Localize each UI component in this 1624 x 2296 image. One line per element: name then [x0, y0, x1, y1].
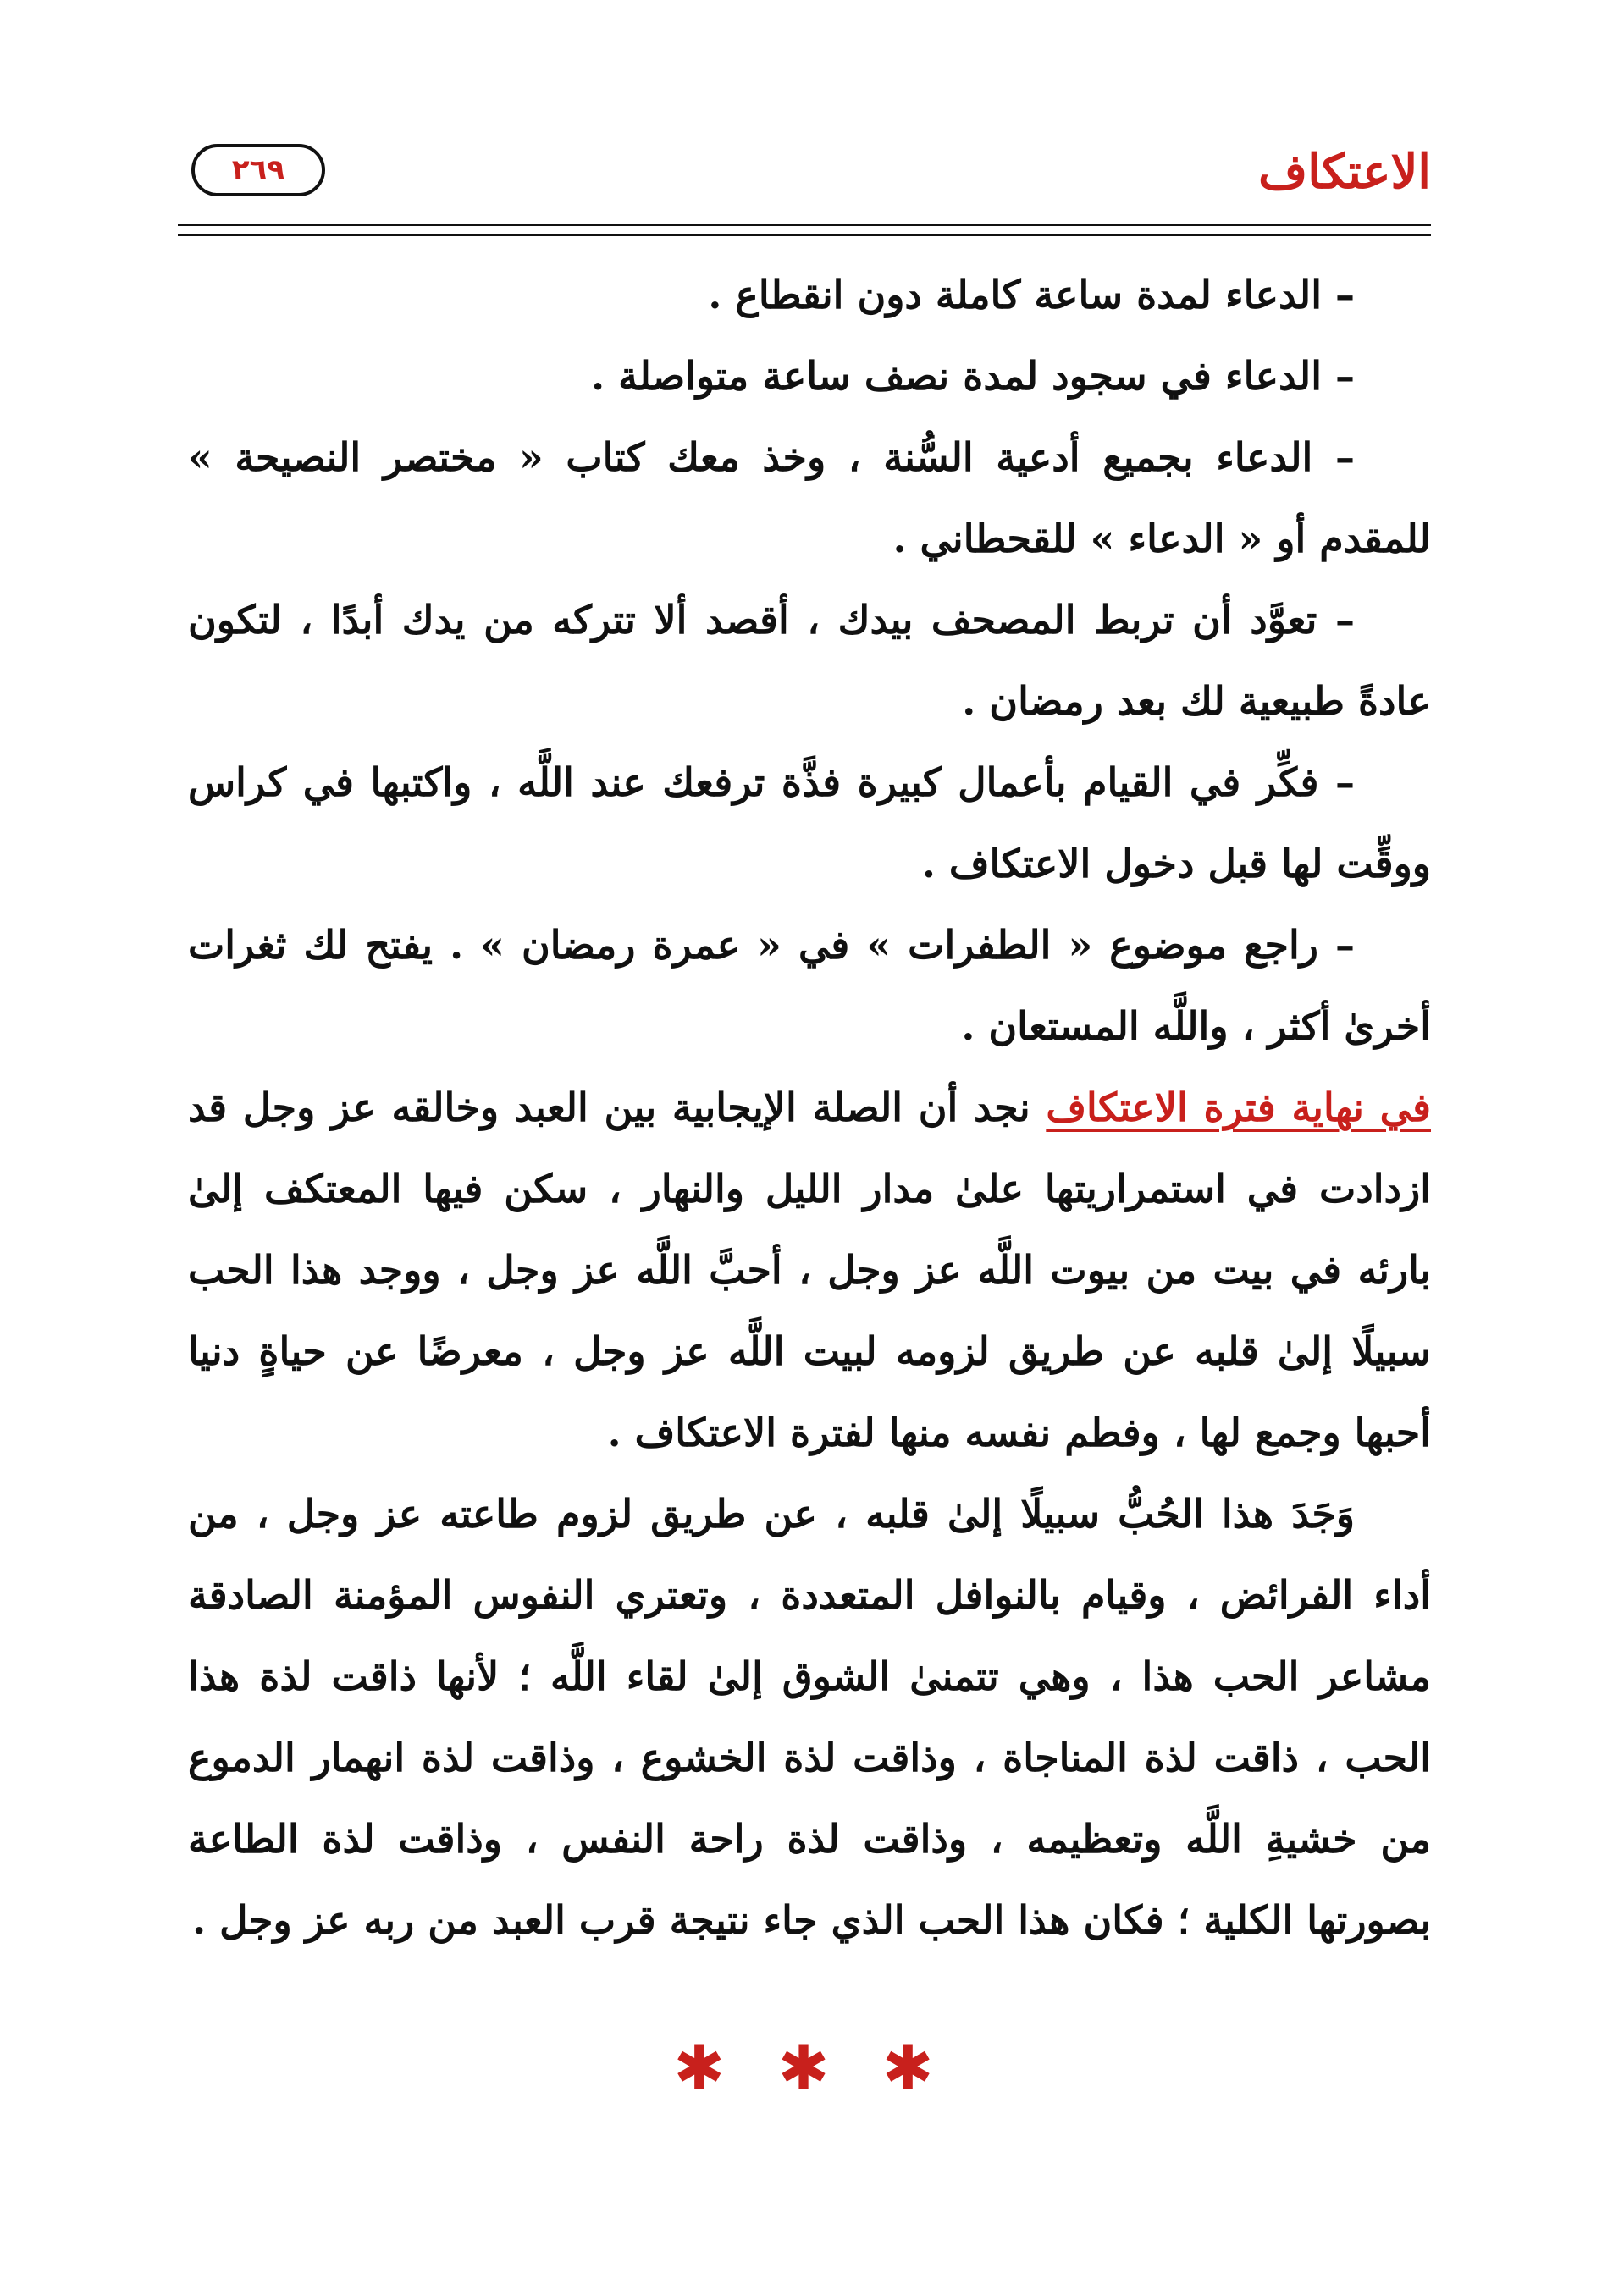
page-header	[191, 135, 1431, 212]
page-number-badge: ٢٦٩	[191, 144, 325, 196]
page-body	[188, 254, 1431, 1961]
bullet-item: – الدعاء لمدة ساعة كاملة دون انقطاع .	[708, 272, 1355, 317]
header-rule-bottom	[178, 234, 1431, 236]
paragraph-2: وَجَدَ هذا الحُبُّ سبيلًا إلىٰ قلبه ، عن طريق لزوم طاعته عز وجل ، من أداء الفرائض ، وقيام بالنوافل المتعددة ، وتعتري النفوس المؤمنة الصادقة مشاعر الحب هذا ، وهي تتمنىٰ الشوق إلىٰ لقاء اللَّه ؛ لأنها ذاقت لذة هذا الحب ، ذاقت لذة المناجاة ، وذاقت لذة الخشوع ، وذاقت لذة انهمار الدموع من خشيةِ اللَّه وتعظيمه ، وذاقت لذة راحة النفس ، وذاقت لذة الطاعة بصورتها الكلية ؛ فكان هذا الحب الذي جاء نتيجة قرب العبد من ربه عز وجل .	[188, 1491, 1431, 1943]
bullet-item: – الدعاء بجميع أدعية السُّنة ، وخذ معك كتاب « مختصر النصيحة » للمقدم أو « الدعاء » للقحطاني .	[188, 434, 1431, 561]
paragraph-1	[188, 1067, 1431, 1473]
bullet-item: – فكِّر في القيام بأعمال كبيرة فذَّة ترفعك عند اللَّه ، واكتبها في كراس ووقِّت لها قبل دخول الاعتكاف .	[188, 759, 1431, 886]
bullet-item: – راجع موضوع « الطفرات » في « عمرة رمضان » . يفتح لك ثغرات أخرىٰ أكثر ، واللَّه المستعان .	[188, 922, 1431, 1049]
paragraph-1-text: نجد أن الصلة الإيجابية بين العبد وخالقه عز وجل قد ازدادت في استمراريتها علىٰ مدار الليل والنهار ، سكن فيها المعتكف إلىٰ بارئه في بيت من بيوت اللَّه عز وجل ، أحبَّ اللَّه عز وجل ، ووجد هذا الحب سبيلًا إلىٰ قلبه عن طريق لزومه لبيت اللَّه عز وجل ، معرضًا عن حياةٍ دنيا أحبها وجمع لها ، وفطم نفسه منها لفترة الاعتكاف .	[188, 1085, 1431, 1455]
header-rule-top	[178, 224, 1431, 226]
section-separator-stars: ✱ ✱ ✱	[673, 2032, 951, 2103]
bullet-item: – تعوَّد أن تربط المصحف بيدك ، أقصد ألا تتركه من يدك أبدًا ، لتكون عادةً طبيعية لك بعد رمضان .	[188, 597, 1431, 724]
chapter-title: الاعتكاف	[1258, 144, 1431, 200]
paragraph-lead-heading: في نهاية فترة الاعتكاف	[1046, 1085, 1431, 1130]
bullet-item: – الدعاء في سجود لمدة نصف ساعة متواصلة .	[591, 353, 1355, 399]
